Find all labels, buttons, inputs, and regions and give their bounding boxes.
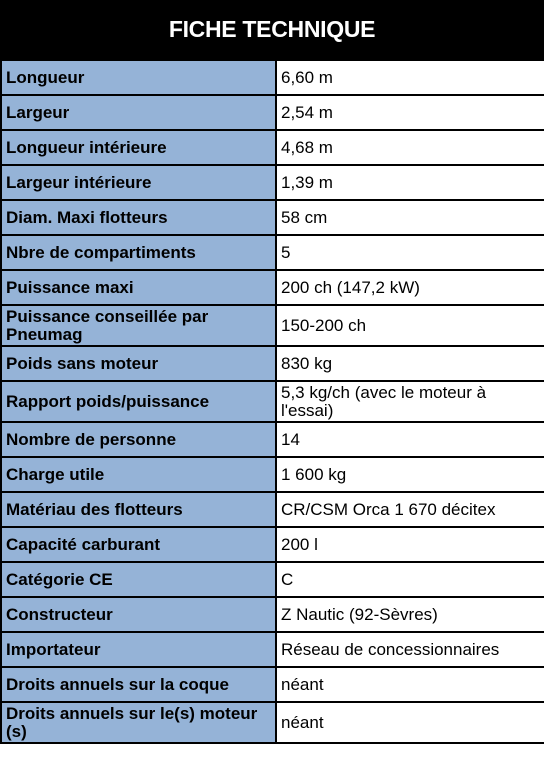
spec-value: Réseau de concessionnaires — [276, 632, 544, 667]
spec-value: C — [276, 562, 544, 597]
spec-value: 830 kg — [276, 346, 544, 381]
spec-label: Importateur — [1, 632, 276, 667]
spec-label: Charge utile — [1, 457, 276, 492]
spec-label: Rapport poids/puissance — [1, 381, 276, 422]
spec-label: Nombre de personne — [1, 422, 276, 457]
spec-value: néant — [276, 702, 544, 743]
spec-value: 150-200 ch — [276, 305, 544, 346]
table-row — [1, 346, 544, 381]
table-row — [1, 562, 544, 597]
spec-label: Poids sans moteur — [1, 346, 276, 381]
spec-value: 4,68 m — [276, 130, 544, 165]
table-row — [1, 702, 544, 743]
spec-value: 14 — [276, 422, 544, 457]
spec-value: 2,54 m — [276, 95, 544, 130]
table-row — [1, 60, 544, 95]
spec-label: Longueur intérieure — [1, 130, 276, 165]
spec-label: Puissance maxi — [1, 270, 276, 305]
spec-label: Diam. Maxi flotteurs — [1, 200, 276, 235]
spec-value: 1 600 kg — [276, 457, 544, 492]
table-row — [1, 632, 544, 667]
table-row — [1, 270, 544, 305]
spec-value: 200 ch (147,2 kW) — [276, 270, 544, 305]
table-row — [1, 381, 544, 422]
spec-label: Capacité carburant — [1, 527, 276, 562]
spec-label: Constructeur — [1, 597, 276, 632]
table-row — [1, 305, 544, 346]
table-row — [1, 95, 544, 130]
spec-label: Matériau des flotteurs — [1, 492, 276, 527]
spec-value: néant — [276, 667, 544, 702]
spec-label: Droits annuels sur le(s) moteur (s) — [1, 702, 276, 743]
spec-label: Largeur intérieure — [1, 165, 276, 200]
sheet-title: FICHE TECHNIQUE — [0, 0, 544, 59]
table-row — [1, 527, 544, 562]
table-row — [1, 200, 544, 235]
spec-label: Longueur — [1, 60, 276, 95]
table-row — [1, 422, 544, 457]
spec-value: 5 — [276, 235, 544, 270]
spec-value: 6,60 m — [276, 60, 544, 95]
spec-value: 200 l — [276, 527, 544, 562]
table-row — [1, 130, 544, 165]
table-row — [1, 235, 544, 270]
table-row — [1, 667, 544, 702]
spec-label: Nbre de compartiments — [1, 235, 276, 270]
spec-label: Droits annuels sur la coque — [1, 667, 276, 702]
spec-label: Largeur — [1, 95, 276, 130]
spec-value: 1,39 m — [276, 165, 544, 200]
spec-value: 58 cm — [276, 200, 544, 235]
spec-value: 5,3 kg/ch (avec le moteur à l'essai) — [276, 381, 544, 422]
spec-label: Puissance conseillée par Pneumag — [1, 305, 276, 346]
table-row — [1, 597, 544, 632]
spec-label: Catégorie CE — [1, 562, 276, 597]
spec-value: Z Nautic (92-Sèvres) — [276, 597, 544, 632]
spec-value: CR/CSM Orca 1 670 décitex — [276, 492, 544, 527]
table-row — [1, 457, 544, 492]
table-row — [1, 492, 544, 527]
table-row — [1, 165, 544, 200]
spec-table — [0, 59, 544, 744]
